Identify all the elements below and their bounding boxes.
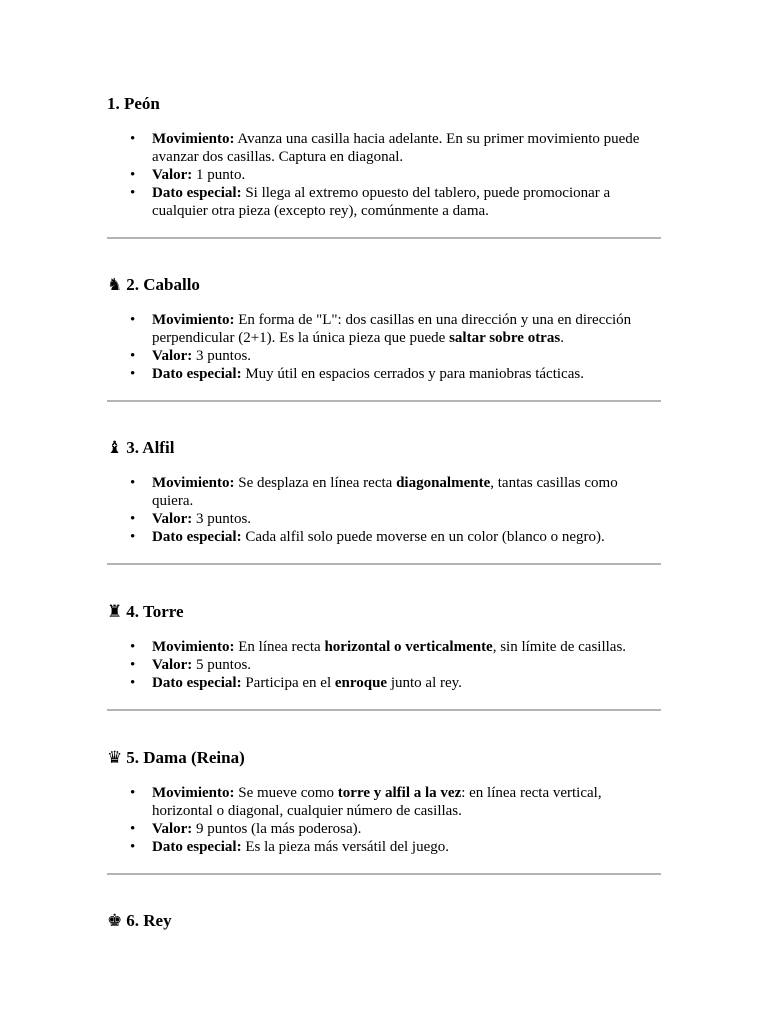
- list-item: [152, 474, 661, 510]
- item-text: .: [560, 330, 564, 346]
- section-heading: [107, 748, 661, 768]
- list-item: [152, 528, 661, 546]
- attribute-list: [107, 311, 661, 383]
- section-divider: [107, 709, 661, 711]
- item-text: Si llega al extremo opuesto del tablero, puede promocionar a cualquier otra pieza (excepto rey), comúnmente a dama.: [152, 185, 611, 219]
- section-title: 5. Dama (Reina): [126, 748, 245, 767]
- section-title: 6. Rey: [126, 911, 172, 930]
- piece-section: [107, 602, 661, 711]
- item-label: Valor:: [152, 511, 193, 527]
- item-text: 9 puntos (la más poderosa).: [192, 821, 362, 837]
- section-divider: [107, 237, 661, 239]
- chess-piece-icon: ♛: [107, 748, 123, 767]
- list-item: [152, 184, 661, 220]
- list-item: [152, 130, 661, 166]
- section-heading: [107, 275, 661, 295]
- item-label: Valor:: [152, 167, 193, 183]
- section-divider: [107, 873, 661, 875]
- section-title: 1. Peón: [107, 94, 160, 113]
- item-label: Movimiento:: [152, 785, 235, 801]
- list-item: [152, 347, 661, 365]
- list-item: [152, 311, 661, 347]
- emphasis-text: enroque: [334, 675, 388, 691]
- item-text: , tantas casillas como quiera.: [152, 475, 618, 509]
- section-divider: [107, 400, 661, 402]
- piece-section: [107, 94, 661, 239]
- item-text: Avanza una casilla hacia adelante. En su primer movimiento puede avanzar dos casillas. Captura en diagonal.: [152, 131, 640, 165]
- item-label: Movimiento:: [152, 312, 235, 328]
- emphasis-text: diagonalmente: [396, 475, 491, 491]
- attribute-list: [107, 784, 661, 856]
- item-text: Se mueve como: [234, 785, 338, 801]
- item-label: Movimiento:: [152, 475, 235, 491]
- list-item: [152, 365, 661, 383]
- section-divider: [107, 563, 661, 565]
- section-heading: [107, 602, 661, 622]
- piece-section: [107, 275, 661, 402]
- section-heading: [107, 911, 661, 931]
- item-text: Es la pieza más versátil del juego.: [241, 839, 449, 855]
- item-text: 3 puntos.: [192, 348, 252, 364]
- chess-piece-icon: ♞: [107, 275, 123, 294]
- attribute-list: [107, 130, 661, 220]
- list-item: [152, 838, 661, 856]
- list-item: [152, 510, 661, 528]
- piece-section: [107, 748, 661, 875]
- item-text: En forma de "L": dos casillas en una dirección y una en dirección perpendicular (2+1). Es la única pieza que puede: [152, 312, 632, 346]
- chess-piece-icon: ♝: [107, 438, 123, 457]
- list-item: [152, 638, 661, 656]
- piece-section: [107, 438, 661, 565]
- emphasis-text: saltar sobre otras: [449, 330, 561, 346]
- section-title: 4. Torre: [126, 602, 184, 621]
- section-heading: [107, 438, 661, 458]
- chess-piece-icon: ♜: [107, 602, 123, 621]
- attribute-list: [107, 474, 661, 546]
- list-item: [152, 166, 661, 184]
- list-item: [152, 674, 661, 692]
- item-text: Se desplaza en línea recta: [234, 475, 397, 491]
- item-text: 1 punto.: [192, 167, 246, 183]
- item-label: Movimiento:: [152, 131, 235, 147]
- list-item: [152, 820, 661, 838]
- list-item: [152, 784, 661, 820]
- chess-piece-icon: ♚: [107, 911, 123, 930]
- item-text: , sin límite de casillas.: [492, 639, 627, 655]
- list-item: [152, 656, 661, 674]
- item-label: Valor:: [152, 348, 193, 364]
- item-text: Cada alfil solo puede moverse en un color (blanco o negro).: [241, 529, 605, 545]
- item-text: Participa en el: [241, 675, 335, 691]
- item-text: 5 puntos.: [192, 657, 252, 673]
- item-text: 3 puntos.: [192, 511, 252, 527]
- item-label: Dato especial:: [152, 839, 242, 855]
- section-heading: [107, 94, 661, 114]
- item-label: Valor:: [152, 657, 193, 673]
- item-label: Dato especial:: [152, 366, 242, 382]
- item-label: Dato especial:: [152, 675, 242, 691]
- emphasis-text: horizontal o verticalmente: [324, 639, 493, 655]
- section-title: 3. Alfil: [126, 438, 175, 457]
- item-text: : en línea recta vertical, horizontal o diagonal, cualquier número de casillas.: [152, 785, 602, 819]
- item-label: Dato especial:: [152, 185, 242, 201]
- item-label: Movimiento:: [152, 639, 235, 655]
- item-text: Muy útil en espacios cerrados y para maniobras tácticas.: [241, 366, 584, 382]
- section-title: 2. Caballo: [126, 275, 200, 294]
- item-text: junto al rey.: [387, 675, 462, 691]
- item-label: Dato especial:: [152, 529, 242, 545]
- item-label: Valor:: [152, 821, 193, 837]
- piece-section: [107, 911, 661, 931]
- item-text: En línea recta: [234, 639, 325, 655]
- attribute-list: [107, 638, 661, 692]
- emphasis-text: torre y alfil a la vez: [337, 785, 462, 801]
